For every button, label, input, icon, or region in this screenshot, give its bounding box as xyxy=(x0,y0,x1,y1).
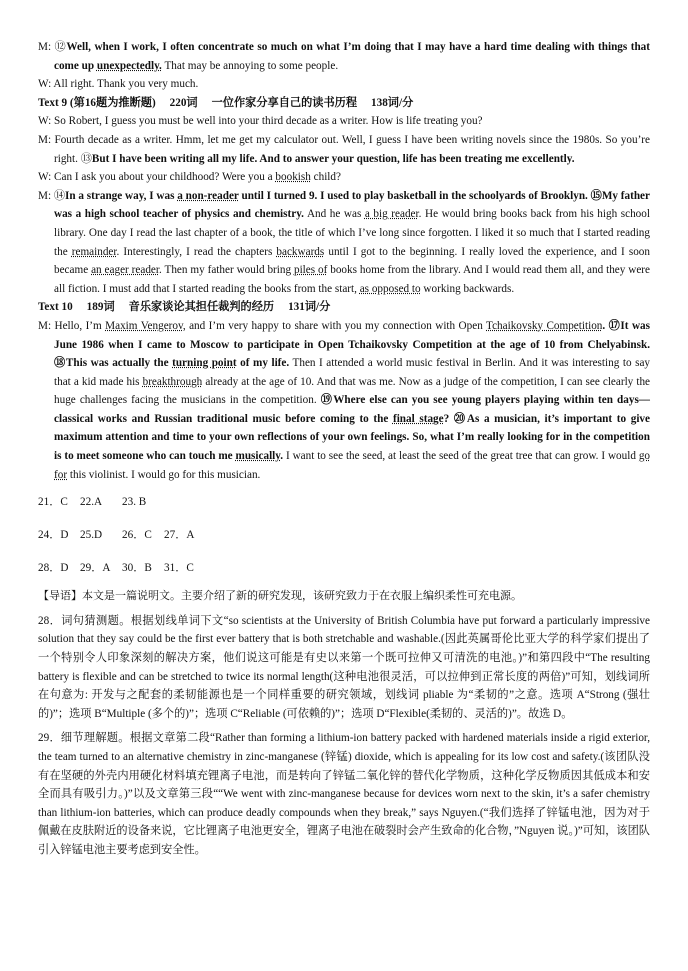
answer-29: 29．A xyxy=(80,562,111,575)
answer-28: 28．D xyxy=(38,562,69,575)
dialogue-m-12: M: ⑫Well, when I work, I often concentrate so much on what I’m doing that I may have a hard time dealing with things that come up unexpectedly. That may be annoying to some people. xyxy=(38,41,650,72)
dialogue-w-1: W: All right. Thank you very much. xyxy=(38,78,199,91)
answer-31: 31．C xyxy=(164,562,194,575)
dialogue-w-3: W: Can I ask you about your childhood? Were you a bookish child? xyxy=(38,171,341,184)
dialogue-m-2: M: Fourth decade as a writer. Hmm, let me get my calculator out. Well, I guess I have been writing novels since the 1980s. So you’re right. ⑬But I have been writing all my life. And to answer your question, life has been treating me excellently. xyxy=(38,133,650,165)
answer-row-1 xyxy=(38,487,650,517)
answer-24: 24．D xyxy=(38,529,69,542)
answer-row-3 xyxy=(38,553,650,583)
guide-text: 【导语】本文是一篇说明文。主要介绍了新的研究发现，该研究致力于在衣服上编织柔性可充电源。 xyxy=(38,589,522,603)
answer-23: 23. B xyxy=(122,496,147,509)
text10-heading: Text 10 189词 音乐家谈论其担任裁判的经历 131词/分 xyxy=(38,301,331,314)
answer-22: 22.A xyxy=(80,496,103,509)
explanation-28: 28．词句猜测题。根据划线单词下文“so scientists at the University of British Columbia have put forward a particularly impressive solution that they say could be the first ever battery that is both stretchable and washable.(因此英属哥伦比亚大学的科学家们提出了一个特别令人印象深刻的解决方案，他们说这可能是有史以来第一个既可拉伸又可清洗的电池。)”和第四段中“The resulting battery is flexible and can be stretched to twice its normal length(这种电池很灵活，可以拉伸到正常长度的两倍)”可知，划线词所在句意为: 开发与之配套的柔韧能源也是一个同样重要的研究领域，划线词 pliable 为“柔韧的”之意。选项 A“Strong (强壮的)”；选项 B“Multiple (多个的)”；选项 C“Reliable (可依赖的)”；选项 D“Flexible(柔韧的、灵活的)”。故选 D。 xyxy=(38,614,650,720)
answer-30: 30．B xyxy=(122,562,152,575)
text9-heading: Text 9 (第16题为推断题) 220词 一位作家分享自己的读书历程 138词/分 xyxy=(38,96,414,109)
dialogue-m-4: M: Hello, I’m Maxim Vengerov, and I’m very happy to share with you my connection with Open Tchaikovsky Competition. ⑰It was June 1986 when I came to Moscow to participate in Open Tchaikovsky Competition at the age of 10 from Chelyabinsk. ⑱This was actually the turning point of my life. Then I attended a world music festival in Berlin. And it was interesting to say that a kid made his breakthrough already at the age of 10. And that was me. Now as a judge of the competition, I can see clearly the huge challenges facing the musicians in the competition. ⑲Where else can you see young players playing within ten days—classical works and Russian traditional music before coming to the final stage? ⑳As a musician, it’s important to give maximum attention and time to your own reflections of your own feelings. So, what I’m really looking for in the competition is to meet someone who can touch me musically. I want to see the seed, at least the seed of the great tree that can grow. I would go for this violinist. I would go for this musician. xyxy=(38,319,651,481)
answer-27: 27．A xyxy=(164,529,195,542)
dialogue-m-3: M: ⑭In a strange way, I was a non-reader until I turned 9. I used to play basketball in the schoolyards of Brooklyn. ⑮My father was a high school teacher of physics and chemistry. And he was a big reader. He would bring books back from his high school library. One day I read the last chapter of a book, the title of which I’ve long since forgotten. I liked it so much that I started reading the remainder. Interestingly, I read the chapters backwards until I got to the beginning. I really loved the experience, and I soon became an eager reader. Then my father would bring piles of books home from the library. And I would read them all, and they were all fiction. I must add that I started reading the books from the start, as opposed to working backwards. xyxy=(38,189,651,295)
answer-row-2 xyxy=(38,520,650,550)
answer-25: 25.D xyxy=(80,529,103,542)
dialogue-w-2: W: So Robert, I guess you must be well into your third decade as a writer. How is life treating you? xyxy=(38,115,483,128)
answer-21: 21．C xyxy=(38,496,68,509)
answer-26: 26．C xyxy=(122,529,152,542)
explanation-29: 29．细节理解题。根据文章第二段“Rather than forming a lithium-ion battery packed with hardened materials inside a rigid exterior, the team turned to an alternative chemistry in zinc-manganese (锌锰) dioxide, which is appealing for its low cost and safety.(该团队没有在坚硬的外壳内用硬化材料填充锂离子电池，而是转向了锌锰二氧化锌的替代化学物质，这种化学反物质因其低成本和安全而具有吸引力。)”以及文章第三段““We went with zinc-manganese because for devices worn next to the skin, it’s a safer chemistry than lithium-ion batteries, which can produce deadly compounds when they break,” says Nguyen.(“我们选择了锌锰电池，因为对于佩戴在皮肤附近的设备来说，它比锂离子电池更安全，锂离子电池在破裂时会产生致命的化合物，”Nguyen 说。)”可知，该团队引入锌锰电池主要考虑到安全性。 xyxy=(38,732,650,856)
